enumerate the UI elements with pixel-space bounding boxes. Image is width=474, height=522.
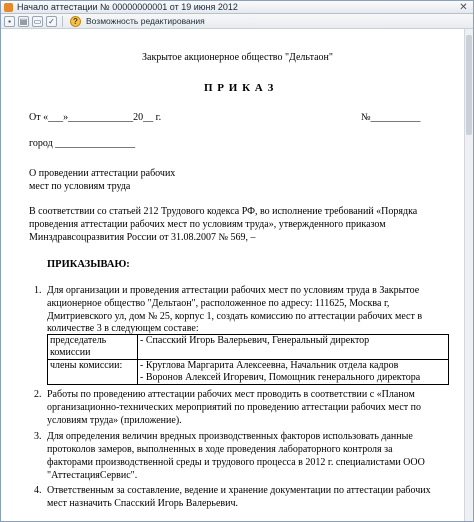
list-item-line: протоколов замеров, выполненных в ходе проведения лабораторного контроля за xyxy=(47,444,393,455)
subject-line-2: мест по условиям труда xyxy=(29,181,131,192)
list-item-line: условиям труда» (приложение). xyxy=(47,415,182,426)
window-title: Начало аттестации № 00000000001 от 19 июня 2012 xyxy=(17,2,238,12)
table-cell xyxy=(48,360,138,385)
app-icon xyxy=(4,3,13,12)
preamble-line-1: В соответствии со статьей 212 Трудового кодекса РФ, во исполнение требований «Порядка xyxy=(29,206,418,217)
list-item-line: Ответственным за составление, ведение и хранение документации по аттестации рабочих xyxy=(47,485,431,496)
members-label: члены комиссии: xyxy=(50,360,123,371)
org-name: Закрытое акционерное общество "Дельтаон" xyxy=(142,52,333,63)
chair-value: - Спасский Игорь Валерьевич, Генеральный директор xyxy=(140,335,370,346)
list-item-line: Для организации и проведения аттестации рабочих мест по условиям труда в Закрытое xyxy=(47,285,420,296)
list-item-line: организационно-технических мероприятий по проведению аттестации рабочих мест по xyxy=(47,402,421,413)
list-item-line: мест назначить Спасский Игорь Валерьевич. xyxy=(47,498,239,509)
scrollbar-thumb[interactable] xyxy=(466,35,472,135)
list-item-line: факторами производственной среды и трудового процесса в 2012 г. специалистами ООО xyxy=(47,457,425,468)
number-line: №__________ xyxy=(361,112,421,123)
city-line: город ________________ xyxy=(29,138,136,149)
list-item-line: акционерное общество "Дельтаон", расположенное по адресу: 111625, Москва г, xyxy=(47,298,390,309)
preamble-line-3: Минздравсоцразвития России от 31.08.2007 № 569, – xyxy=(29,232,256,243)
list-item-number: 4. xyxy=(34,485,42,496)
table-row xyxy=(48,335,449,360)
member-2: - Воронов Алексей Игоревич, Помощник генерального директора xyxy=(140,372,421,383)
list-item-line: количестве 3 в следующем составе: xyxy=(47,323,199,334)
toolbar xyxy=(1,14,473,29)
save-icon[interactable]: ▪ xyxy=(4,16,15,27)
print-icon[interactable]: ▤ xyxy=(19,17,28,26)
list-item-number: 3. xyxy=(34,431,42,442)
order-heading: П Р И К А З xyxy=(204,82,275,94)
document-page xyxy=(1,30,473,522)
close-icon[interactable]: ✕ xyxy=(459,2,468,13)
list-item-line: Для определения величин вредных производственных факторов использовать данные xyxy=(47,431,413,442)
chair-label: председатель xyxy=(50,335,107,346)
help-icon[interactable]: ? xyxy=(70,16,81,27)
table-cell xyxy=(138,335,449,360)
vertical-scrollbar[interactable] xyxy=(464,29,473,522)
list-item-number: 1. xyxy=(34,285,42,296)
toolbar-separator xyxy=(62,16,63,27)
table-row xyxy=(48,360,449,385)
edit-mode-button[interactable]: Возможность редактирования xyxy=(86,16,205,26)
chair-label-2: комиссии xyxy=(50,347,91,358)
list-item-line: "АттестацияСервис". xyxy=(47,470,138,481)
subject-line-1: О проведении аттестации рабочих xyxy=(29,168,176,179)
preview-icon[interactable]: ▭ xyxy=(33,17,42,26)
order-word: ПРИКАЗЫВАЮ: xyxy=(47,259,130,270)
title-bar xyxy=(1,1,473,14)
list-item-line: Работы по проведению аттестации рабочих мест проводить в соответствии с «Планом xyxy=(47,389,415,400)
commission-table xyxy=(47,334,449,385)
list-item-number: 2. xyxy=(34,389,42,400)
preamble-line-2: проведения аттестации рабочих мест по условиям труда», утвержденного приказом xyxy=(29,219,386,230)
list-item-line: Дмитриевского ул, дом № 25, корпус 1, создать комиссию по аттестации рабочих мест в xyxy=(47,311,423,322)
member-1: - Круглова Маргарита Алексеевна, Начальник отдела кадров xyxy=(140,360,399,371)
check-icon[interactable]: ✓ xyxy=(46,16,57,27)
date-line: От «___»_____________20__ г. xyxy=(29,112,162,123)
table-cell xyxy=(138,360,449,385)
table-cell xyxy=(48,335,138,360)
